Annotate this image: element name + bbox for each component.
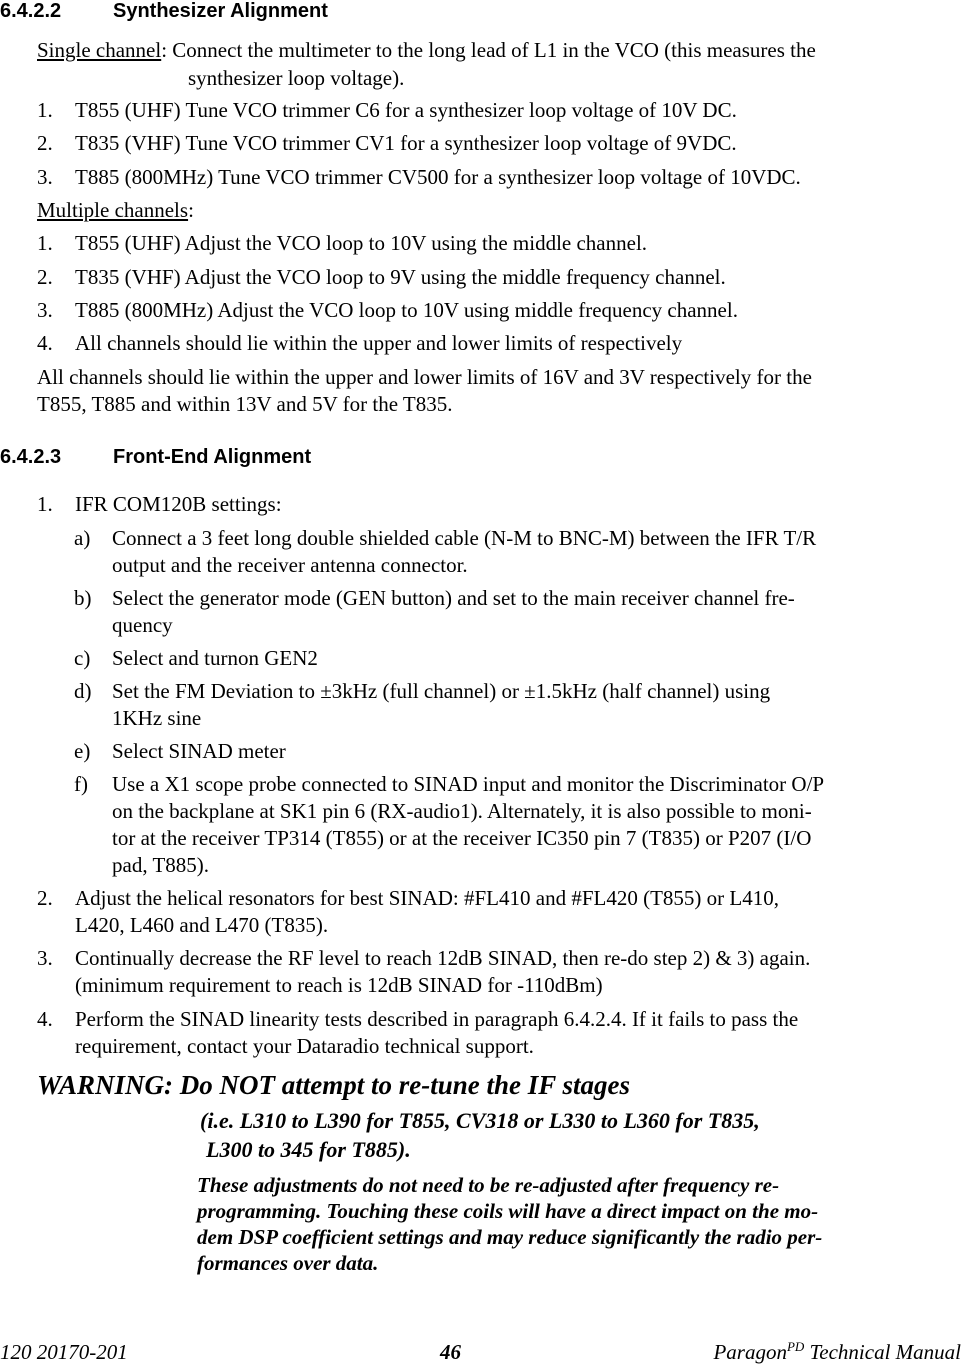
- item-text: Use a X1 scope probe connected to SINAD input and monitor the Discriminator O/P: [112, 772, 825, 796]
- item-text: output and the receiver antenna connector.: [112, 553, 468, 577]
- section-number: 6.4.2.3: [0, 446, 62, 468]
- item-letter: c): [74, 646, 91, 670]
- item-text: Perform the SINAD linearity tests described in paragraph 6.4.2.4. If it fails to pass the: [75, 1007, 799, 1031]
- warning-note-line: These adjustments do not need to be re-adjusted after frequency re-: [197, 1173, 780, 1197]
- item-letter: e): [74, 739, 91, 763]
- item-text: Continually decrease the RF level to reach 12dB SINAD, then re-do step 2) & 3) again.: [75, 946, 811, 970]
- item-letter: d): [74, 679, 92, 703]
- single-channel-label: Single channel: [37, 38, 162, 62]
- sub-item-c: [74, 645, 318, 672]
- item-number: 3.: [37, 165, 53, 189]
- item-number: 3.: [37, 298, 53, 322]
- section-heading-frontend: [0, 446, 312, 469]
- item-number: 1.: [37, 492, 53, 516]
- brand-superscript: PD: [786, 1339, 805, 1354]
- item-letter: b): [74, 586, 92, 610]
- item-text: T835 (VHF) Tune VCO trimmer CV1 for a synthesizer loop voltage of 9VDC.: [75, 131, 737, 155]
- item-number: 2.: [37, 265, 53, 289]
- section-title: Synthesizer Alignment: [113, 0, 328, 22]
- footer-doc-number: 120 20170-201: [0, 1340, 128, 1364]
- item-text: Adjust the helical resonators for best SINAD: #FL410 and #FL420 (T855) or L410,: [75, 886, 779, 910]
- footer-manual-title: [713, 1340, 961, 1365]
- multiple-channels-label: Multiple channels: [37, 198, 189, 222]
- warning-note-line: dem DSP coefficient settings and may reduce significantly the radio per-: [197, 1225, 823, 1249]
- item-text: requirement, contact your Dataradio technical support.: [75, 1034, 534, 1058]
- single-channel-text: : Connect the multimeter to the long lead of L1 in the VCO (this measures the: [161, 38, 816, 62]
- warning-subtitle: L300 to 345 for T885).: [206, 1137, 411, 1162]
- paragraph-line: All channels should lie within the upper and lower limits of 16V and 3V respectively for the: [37, 365, 812, 389]
- section-number: 6.4.2.2: [0, 0, 62, 22]
- item-number: 4.: [37, 1007, 53, 1031]
- sub-item-f: [74, 771, 825, 877]
- multiple-channels-line: [37, 198, 194, 223]
- item-text: Select SINAD meter: [112, 739, 286, 763]
- colon: :: [188, 198, 194, 222]
- item-letter: a): [74, 526, 91, 550]
- warning-title: WARNING: Do NOT attempt to re-tune the IF stages: [37, 1070, 631, 1100]
- item-text: Connect a 3 feet long double shielded cable (N-M to BNC-M) between the IFR T/R: [112, 526, 817, 550]
- brand-name: Paragon: [713, 1340, 787, 1364]
- list-item: [37, 98, 737, 123]
- sub-item-b: [74, 585, 795, 637]
- item-text: T885 (800MHz) Tune VCO trimmer CV500 for a synthesizer loop voltage of 10VDC.: [75, 165, 801, 189]
- item-text: All channels should lie within the upper and lower limits of respectively: [75, 331, 683, 355]
- item-text: IFR COM120B settings:: [75, 492, 282, 516]
- page-number: 46: [440, 1340, 461, 1364]
- item-text: T835 (VHF) Adjust the VCO loop to 9V using the middle frequency channel.: [75, 265, 726, 289]
- list-item: [37, 231, 648, 256]
- list-item: [37, 265, 726, 290]
- item-text: quency: [112, 613, 173, 637]
- item-text: 1KHz sine: [112, 706, 202, 730]
- section-title: Front-End Alignment: [113, 446, 312, 468]
- warning-note-line: formances over data.: [197, 1251, 379, 1275]
- item-number: 4.: [37, 331, 53, 355]
- item-text: on the backplane at SK1 pin 6 (RX-audio1). Alternately, it is also possible to moni-: [112, 799, 812, 823]
- item-number: 2.: [37, 131, 53, 155]
- list-item: [37, 131, 737, 156]
- item-text: Select the generator mode (GEN button) and set to the main receiver channel fre-: [112, 586, 795, 610]
- item-number: 1.: [37, 98, 53, 122]
- item-text: T855 (UHF) Adjust the VCO loop to 10V using the middle channel.: [75, 231, 648, 255]
- list-item: [37, 945, 811, 997]
- list-item: [37, 492, 282, 517]
- list-item: [37, 298, 738, 323]
- warning-note-line: programming. Touching these coils will have a direct impact on the mo-: [197, 1199, 819, 1223]
- section-heading-synth: [0, 0, 328, 23]
- paragraph-line: T855, T885 and within 13V and 5V for the T835.: [37, 392, 453, 416]
- list-item: [37, 1006, 799, 1058]
- item-text: T885 (800MHz) Adjust the VCO loop to 10V using middle frequency channel.: [75, 298, 738, 322]
- manual-label: Technical Manual: [804, 1340, 961, 1364]
- warning-note: [197, 1172, 822, 1276]
- list-item: [37, 885, 779, 937]
- item-text: (minimum requirement to reach is 12dB SINAD for -110dBm): [75, 973, 603, 997]
- list-item: [37, 165, 801, 190]
- item-number: 3.: [37, 946, 53, 970]
- sub-item-d: [74, 678, 771, 730]
- item-text: Select and turnon GEN2: [112, 646, 318, 670]
- warning-subtitle: (i.e. L310 to L390 for T855, CV318 or L330 to L360 for T835,: [200, 1108, 760, 1133]
- item-number: 2.: [37, 886, 53, 910]
- list-item: [37, 331, 683, 356]
- item-number: 1.: [37, 231, 53, 255]
- item-text: T855 (UHF) Tune VCO trimmer C6 for a synthesizer loop voltage of 10V DC.: [75, 98, 737, 122]
- item-text: tor at the receiver TP314 (T855) or at the receiver IC350 pin 7 (T835) or P207 (I/O: [112, 826, 812, 850]
- item-text: Set the FM Deviation to ±3kHz (full channel) or ±1.5kHz (half channel) using: [112, 679, 771, 703]
- sub-item-e: [74, 738, 286, 765]
- item-letter: f): [74, 772, 88, 796]
- single-channel-line: [37, 38, 816, 63]
- single-channel-text-2: synthesizer loop voltage).: [188, 66, 405, 90]
- sub-item-a: [74, 525, 817, 577]
- item-text: L420, L460 and L470 (T835).: [75, 913, 329, 937]
- item-text: pad, T885).: [112, 853, 210, 877]
